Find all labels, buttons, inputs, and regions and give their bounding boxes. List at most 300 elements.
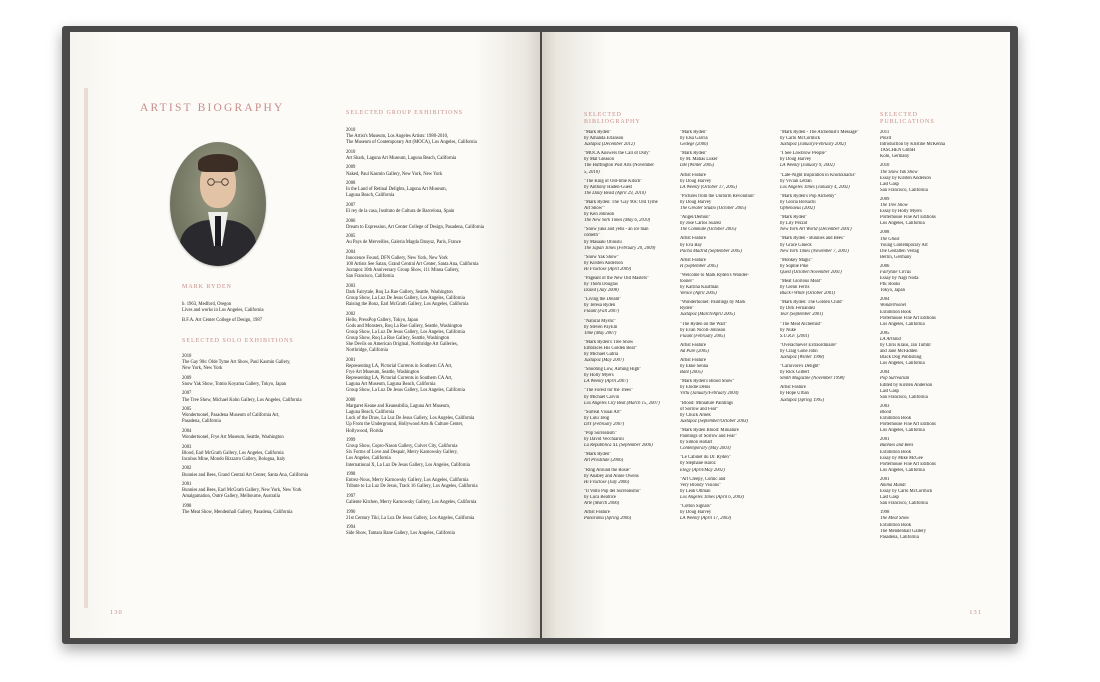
exhibition-line: Blood, Earl McGrath Gallery, Los Angeles, California bbox=[182, 450, 284, 456]
bibliography-entry-line: by Chuck Arnek bbox=[680, 412, 711, 418]
exhibition-line: El rey de la casa, Instituto de Cultura de Barcelona, Spain bbox=[346, 209, 455, 215]
bibliography-entry-line: by Leah Ollman bbox=[680, 488, 711, 494]
bibliography-entry bbox=[680, 273, 776, 297]
bibliography-entry-line: "I See Lowbrow People" bbox=[780, 151, 827, 157]
bibliography-column-3 bbox=[780, 130, 876, 407]
publication-entry-line: Porterhouse Fine Art Editions bbox=[880, 315, 936, 321]
publication-entry bbox=[880, 404, 972, 434]
bibliography-entry-line: The Commute (October 2005) bbox=[680, 227, 737, 233]
bibliography-entry-line: by Anabey and Annie Owens bbox=[584, 473, 639, 479]
bibliography-entry-line: The Daily Beast (April 29, 2010) bbox=[584, 190, 646, 196]
exhibition-year: 1999 bbox=[346, 438, 356, 444]
publication-entry-line: TASCHEN GmbH bbox=[880, 148, 916, 154]
publication-entry-line: Exhibition Book bbox=[880, 309, 912, 315]
publication-entry bbox=[880, 331, 972, 368]
exhibition-line: In the Land of Retinal Delights, Laguna Art Museum, bbox=[346, 187, 447, 193]
bibliography-entry-line: "Angel/Demon" bbox=[680, 215, 711, 221]
exhibition-line: San Francisco, California bbox=[346, 274, 394, 280]
publication-entry bbox=[880, 370, 972, 400]
bibliography-entry-line: Gedegé (2006) bbox=[680, 142, 708, 148]
bibliography-entry-line: by Ekke Senna bbox=[680, 364, 709, 370]
exhibition-line: Tribute to La Luz De Jesus, Track 16 Gallery, Los Angeles, California bbox=[346, 484, 478, 490]
publication-entry-line: and Jane McFadden bbox=[880, 349, 918, 355]
exhibition-line: Bunnies and Bees, Earl McGrath Gallery, New York, New York bbox=[182, 488, 302, 494]
exhibition-line: The Meat Show, Mendenhall Gallery, Pasadena, California bbox=[182, 509, 293, 515]
publication-entry-line: Blood bbox=[880, 409, 892, 415]
exhibition-line: Gods and Monsters, Roq La Rue Gallery, Seattle, Washington bbox=[346, 324, 463, 330]
bibliography-entry-line: by Katrina Kaufman bbox=[680, 285, 719, 291]
bibliography-entry-line: by Dirk Fernandez bbox=[780, 306, 816, 312]
exhibition-entry bbox=[346, 181, 516, 199]
bio-line: Lives and works in Los Angeles, California bbox=[182, 308, 264, 314]
bibliography-column-1 bbox=[584, 130, 680, 525]
right-page bbox=[542, 32, 1010, 638]
exhibition-line: Dark Fairytale, Roq La Rue Gallery, Seattle, Washington bbox=[346, 290, 453, 296]
bibliography-entry-line: New York Art World (December 2001) bbox=[780, 227, 852, 233]
bio-line: b. 1963, Medford, Oregon bbox=[182, 302, 232, 307]
bibliography-entry-line: Artist Feature bbox=[680, 342, 706, 348]
bibliography-entry-line: by Gloria Borsachi bbox=[780, 199, 816, 205]
bibliography-entry bbox=[584, 510, 680, 522]
bibliography-entry-line: Flaunt (February 2005) bbox=[680, 333, 726, 339]
bibliography-entry bbox=[680, 343, 776, 355]
publication-entry bbox=[880, 130, 972, 160]
publication-entry-line: Pop Surrealism bbox=[880, 376, 910, 382]
bibliography-entry-line: H (September 2005) bbox=[680, 263, 719, 269]
bibliography-entry bbox=[584, 200, 680, 224]
publication-entry bbox=[880, 230, 972, 260]
bibliography-entry-line: by Glenn Ferris bbox=[780, 285, 810, 291]
exhibition-year: 2007 bbox=[346, 202, 356, 208]
solo-exhibitions-heading: SELECTED SOLO EXHIBITIONS bbox=[182, 338, 294, 344]
bibliography-entry-line: Contemporary (May 2003) bbox=[680, 446, 731, 452]
bibliography-entry-line: "Mark Ryden's Tree Show bbox=[584, 339, 634, 345]
publication-entry-line: San Francisco, California bbox=[880, 501, 928, 507]
bibliography-entry-line: 5, 2010) bbox=[584, 169, 600, 175]
exhibition-year: 2005 bbox=[182, 407, 192, 413]
publication-entry-line: 2001 bbox=[880, 437, 890, 443]
bibliography-entry-line: by Evan Nicoll-Johnson bbox=[680, 327, 726, 333]
bibliography-entry-line: La Repubblica XL (September 2006) bbox=[584, 443, 653, 449]
publication-entry-line: 2010 bbox=[880, 163, 890, 169]
bibliography-entry-line: "Late-Night Inspiration in Knickknacks" bbox=[780, 172, 857, 178]
bibliography-entry bbox=[780, 194, 876, 212]
bibliography-entry-line: Time (May 2007) bbox=[584, 330, 617, 336]
exhibition-line: Incubus Mine, Mondo Bizzarro Gallery, Bologna, Italy bbox=[182, 456, 286, 462]
bibliography-entry-line: "Pictures from the Uniform Revolution" bbox=[680, 193, 756, 199]
bibliography-heading: SELECTED BIBLIOGRAPHY bbox=[584, 112, 641, 125]
publication-entry-line: Exhibition Book bbox=[880, 449, 912, 455]
bibliography-entry-line: New York Times (November 7, 2001) bbox=[780, 248, 849, 254]
exhibition-year: 2010 bbox=[182, 354, 192, 359]
exhibition-line: Caliente Kitchen, Merry Karnowsky Gallery, Los Angeles, California bbox=[346, 499, 477, 505]
publication-entry-line: Porterhouse Fine Art Editions bbox=[880, 461, 936, 467]
publication-entry bbox=[880, 510, 972, 540]
publication-entry-line: 2004 bbox=[880, 297, 890, 303]
exhibition-entry bbox=[182, 376, 322, 388]
bibliography-entry-line: Juxtapoz (Spring 1995) bbox=[780, 397, 825, 403]
exhibition-entry bbox=[182, 429, 322, 441]
exhibition-line: Au Pays de Merveilles, Galeria Magda Danysz, Paris, France bbox=[346, 240, 461, 246]
publication-entry-line: 2004 bbox=[880, 370, 890, 376]
bibliography-entry-line: Artist Feature bbox=[780, 385, 806, 391]
bibliography-entry-line: by Sophie Pike bbox=[780, 263, 809, 269]
exhibition-year: 1996 bbox=[346, 509, 356, 515]
bibliography-entry-line: "Mark Ryden's Blood Show" bbox=[680, 379, 735, 385]
bibliography-entry-line: "Mark Ryden - Bunnies and Bees" bbox=[780, 236, 845, 242]
bibliography-entry bbox=[584, 367, 680, 385]
publication-entry-line: by Chris Kraus, Jan Tumlir bbox=[880, 343, 931, 348]
bibliography-entry bbox=[584, 489, 680, 507]
exhibition-year: 2004 bbox=[182, 428, 192, 434]
bibliography-entry-line: Artist Feature bbox=[680, 257, 706, 263]
publication-entry-line: Los Angeles, California bbox=[880, 321, 925, 327]
bibliography-entry bbox=[680, 173, 776, 191]
exhibition-line: 100 Artists See Satan, Grand Central Art Center, Santa Ana, California bbox=[346, 262, 479, 268]
bibliography-entry-line: by Nuke bbox=[780, 327, 797, 333]
exhibition-line: Snow Yak Show, Tomio Koyama Gallery, Tokyo, Japan bbox=[182, 381, 287, 387]
exhibition-line: Innocence Found, DFN Gallery, New York, New York bbox=[346, 256, 448, 262]
publication-entry-line: Porterhouse Fine Art Editions bbox=[880, 422, 936, 428]
exhibition-line: Los Angeles, California bbox=[346, 456, 391, 462]
publication-entry-line: Essay by Holly Myers bbox=[880, 209, 922, 215]
publication-entry bbox=[880, 163, 972, 193]
exhibition-line: Group Show, Copro-Nason Gallery, Culver City, California bbox=[346, 444, 458, 450]
bibliography-entry bbox=[780, 300, 876, 318]
exhibition-entry bbox=[346, 398, 516, 435]
bibliography-entry-line: "Pageant of the New Old Masters" bbox=[584, 275, 649, 281]
bibliography-entry-line: LA Weekly (April 17, 2003) bbox=[680, 516, 732, 522]
exhibition-year: 2001 bbox=[182, 482, 192, 488]
publication-entry-line: Köln, Germany bbox=[880, 154, 910, 160]
exhibition-entry bbox=[346, 510, 516, 522]
bibliography-entry-line: by Stéphane Haroz bbox=[680, 461, 716, 467]
bibliography-entry-line: Dazed (July 2008) bbox=[584, 288, 619, 294]
bibliography-entry bbox=[584, 179, 680, 197]
bibliography-entry-line: "Living the Dream" bbox=[584, 297, 622, 303]
bibliography-entry-line: by Anthony Haden-Guest bbox=[584, 184, 632, 190]
bibliography-entry-line: "Carnivore's Delight" bbox=[780, 364, 821, 370]
bibliography-entry bbox=[780, 151, 876, 169]
bibliography-entry-line: by Lulu Teng bbox=[584, 415, 610, 421]
exhibition-line: Group Show, La Luz De Jesus Gallery, Los Angeles, California bbox=[346, 296, 465, 302]
bibliography-entry-line: by Luca Beatrice bbox=[584, 494, 617, 500]
bibliography-entry-line: by Elodie Denis bbox=[680, 385, 711, 391]
bibliography-entry-line: by Jose Carlos Suarez bbox=[680, 221, 722, 227]
bibliography-entry bbox=[584, 276, 680, 294]
bibliography-entry-line: Art Prostitute (2006) bbox=[584, 458, 624, 464]
open-book bbox=[62, 26, 1018, 644]
bibliography-entry-line: Artist Feature bbox=[680, 236, 706, 242]
bibliography-entry-line: Ryden" bbox=[680, 306, 694, 312]
bibliography-entry-line: Panorama (Spring 2006) bbox=[584, 516, 632, 522]
bibliography-entry-line: Arte (March 2006) bbox=[584, 500, 620, 506]
bibliography-entry-line: "Monkey Magic" bbox=[780, 257, 813, 263]
bibliography-entry bbox=[584, 452, 680, 464]
exhibition-entry bbox=[182, 354, 322, 372]
bibliography-entry bbox=[680, 455, 776, 473]
bibliography-entry-line: "Mark Ryden: The Golden Child" bbox=[780, 300, 844, 306]
bibliography-entry-line: Juxtapoz (September/October 2003) bbox=[680, 418, 748, 424]
bibliography-entry bbox=[680, 194, 776, 212]
exhibition-line: The Gay 90s: Olde Tyme Art Show, Paul Kasmin Gallery, bbox=[182, 360, 291, 366]
exhibition-line: Representing LA, Pictorial Currents in Southern CA Art, bbox=[346, 364, 453, 370]
exhibition-entry bbox=[346, 219, 516, 231]
bibliography-entry-line: by Carlo McCormick bbox=[780, 136, 821, 142]
publication-entry-line: Essay by Kirsten Anderson bbox=[880, 175, 931, 181]
publication-entry-line: 1998 bbox=[880, 510, 890, 516]
bibliography-entry-line: by Amanda Erlanson bbox=[584, 136, 624, 142]
bibliography-entry bbox=[780, 173, 876, 191]
bibliography-entry-line: Ophenaeus (2002) bbox=[780, 206, 815, 212]
bibliography-entry-line: Art Show'" bbox=[584, 206, 605, 212]
bibliography-entry bbox=[680, 477, 776, 501]
bibliography-entry-line: by Elsa Garcia bbox=[680, 136, 708, 142]
bibliography-entry bbox=[780, 322, 876, 340]
exhibition-line: Juxtapoz 10th Anniversary Group Show, 111 Minna Gallery, bbox=[346, 268, 460, 274]
exhibition-line: Amalgamation, Outré Gallery, Melbourne, Australia bbox=[182, 494, 280, 500]
artist-bio bbox=[182, 302, 264, 324]
bibliography-entry-line: by Simon Hobart bbox=[680, 440, 713, 446]
publication-entry-line: The Tree Show bbox=[880, 203, 908, 209]
bibliography-entry-line: LA Weekly (April 2007) bbox=[584, 379, 629, 385]
publication-entry-line: LA Artland bbox=[880, 336, 901, 342]
bibliography-entry-line: "The Meat Alchemist" bbox=[780, 321, 823, 327]
bibliography-entry-line: "Il Volto Pop del Surrealismo" bbox=[584, 488, 642, 494]
exhibition-line: Bunnies and Bees, Grand Central Art Center, Santa Ana, California bbox=[182, 472, 309, 478]
bibliography-entry-line: by Doug Harvey bbox=[680, 178, 712, 184]
bibliography-entry bbox=[680, 401, 776, 425]
bibliography-entry bbox=[780, 236, 876, 254]
publication-entry-line: Los Angeles, California bbox=[880, 221, 925, 227]
bibliography-entry-line: by Thom Douglas bbox=[584, 282, 618, 288]
bibliography-entry-line: by Doug Harvey bbox=[680, 510, 712, 516]
bibliography-entry-line: "Cotton Signals" bbox=[680, 503, 712, 509]
group-exhibitions-list bbox=[346, 128, 516, 541]
exhibition-line: Up From the Underground, Hollywood Arts & Culture Center, bbox=[346, 422, 464, 428]
bibliography-entry bbox=[780, 279, 876, 297]
exhibition-line: Pasadena, California bbox=[182, 419, 221, 425]
publication-entry bbox=[880, 437, 972, 474]
exhibition-year: 2002 bbox=[346, 311, 356, 317]
exhibition-line: Hello, PressPop Gallery, Tokyo, Japan bbox=[346, 317, 419, 323]
exhibition-line: Frye Art Museum, Seattle, Washington bbox=[346, 370, 419, 376]
exhibition-year: 2004 bbox=[346, 250, 356, 255]
exhibition-line: Wondertoonel, Pasadena Museum of California Art, bbox=[182, 413, 280, 419]
bibliography-column-2 bbox=[680, 130, 776, 525]
exhibition-line: Laguna Beach, California bbox=[346, 193, 395, 199]
bibliography-entry bbox=[584, 410, 680, 428]
page-edge bbox=[84, 88, 88, 608]
bibliography-entry-line: Black+White (October 2001) bbox=[780, 291, 835, 297]
publication-entry-line: Fairytale Circus bbox=[880, 269, 911, 275]
artist-portrait bbox=[170, 142, 266, 266]
publication-entry-line: Wondertoonel bbox=[880, 303, 907, 309]
publication-entry-line: Los Angeles, California bbox=[880, 467, 925, 473]
bibliography-entry-line: by Michael Gatria bbox=[584, 352, 619, 357]
bibliography-entry-line: Embraces His Golden Bear" bbox=[584, 345, 638, 351]
exhibition-entry bbox=[182, 445, 322, 463]
bibliography-entry-line: "Snow yaks and yetis - an ice man bbox=[584, 227, 649, 233]
exhibition-line: Naked, Paul Kasmin Gallery, New York, New York bbox=[346, 171, 443, 177]
bibliography-entry-line: by Holly Myers bbox=[584, 373, 614, 379]
artist-name: MARK RYDEN bbox=[182, 284, 232, 290]
publication-entry-line: Young Contemporary Art bbox=[880, 242, 928, 248]
bibliography-entry bbox=[584, 297, 680, 315]
bibliography-entry-line: "Meat Glorious Meat" bbox=[780, 278, 822, 284]
bibliography-entry-line: by Rick Gilbert bbox=[780, 370, 810, 376]
bibliography-entry-line: The New York Times (May 6, 2010) bbox=[584, 218, 651, 224]
group-exhibitions-heading: SELECTED GROUP EXHIBITIONS bbox=[346, 110, 464, 116]
exhibition-entry bbox=[346, 234, 516, 246]
exhibition-year: 2007 bbox=[182, 391, 192, 397]
left-page bbox=[70, 32, 540, 638]
bibliography-entry-line: "Mark Ryden" bbox=[680, 151, 708, 157]
bibliography-entry bbox=[680, 504, 776, 522]
publications-list bbox=[880, 130, 972, 544]
exhibition-entry bbox=[346, 150, 516, 162]
bibliography-entry-line: "Blood: Miniature Paintings bbox=[680, 400, 733, 406]
bibliography-entry-line: Tear (September 2001) bbox=[780, 312, 824, 318]
bibliography-entry-line: DIY (February 2007) bbox=[584, 421, 625, 427]
bibliography-entry-line: "Mark Ryden" bbox=[680, 130, 708, 135]
publication-entry-line: Tokyo, Japan bbox=[880, 288, 905, 294]
exhibition-line: New York, New York bbox=[182, 366, 223, 372]
bibliography-entry-line: cometh" bbox=[584, 233, 600, 239]
bibliography-entry-line: Flaunt (Fall 2007) bbox=[584, 309, 620, 315]
bio-line: B.F.A. Art Center College of Design, 1987 bbox=[182, 318, 263, 324]
bibliography-entry-line: The Greater Studio (October 2005) bbox=[680, 206, 747, 212]
publication-entry-line: Essay by Mike McGee bbox=[880, 455, 923, 461]
exhibition-year: 1997 bbox=[346, 493, 356, 499]
exhibition-line: Group Show, Roq La Rue Gallery, Seattle, Washington bbox=[346, 336, 450, 342]
exhibition-entry bbox=[182, 407, 322, 425]
exhibition-line: The Artist's Museum, Los Angeles Artists: 1980-2010, bbox=[346, 134, 449, 140]
publication-entry-line: 2003 bbox=[880, 403, 890, 409]
bibliography-entry-line: Paintings of Sorrow and Fear" bbox=[680, 434, 737, 440]
bibliography-entry bbox=[584, 388, 680, 406]
bibliography-entry-line: "The Ryden on the Wall" bbox=[680, 321, 727, 327]
bibliography-entry bbox=[680, 130, 776, 148]
publication-entry bbox=[880, 197, 972, 227]
exhibition-line: Group Show, La Luz De Jesus Gallery, Los Angeles, California bbox=[346, 388, 465, 394]
bibliography-entry-line: "Art Creepy, Comic and bbox=[680, 476, 726, 482]
bibliography-entry bbox=[584, 130, 680, 148]
bibliography-entry-line: "Overachiever Extraordinaire" bbox=[780, 342, 838, 348]
publication-entry-line: Porterhouse Fine Art Editions bbox=[880, 215, 936, 221]
exhibition-entry bbox=[182, 466, 322, 478]
exhibition-year: 1994 bbox=[346, 525, 356, 531]
bibliography-entry bbox=[584, 151, 680, 175]
exhibition-line: The Museum of Contemporary Art (MOCA), Los Angeles, California bbox=[346, 140, 477, 146]
bibliography-entry-line: "Shooting Low, Aiming High" bbox=[584, 367, 642, 373]
bibliography-entry-line: "MOCA Answers the Call of Duty" bbox=[584, 151, 651, 157]
exhibition-line: International X, La Luz De Jesus Gallery, Los Angeles, California bbox=[346, 462, 470, 468]
publication-entry-line: Edited by Kirsten Anderson bbox=[880, 382, 933, 388]
publication-entry-line: Pinxit bbox=[880, 136, 892, 142]
exhibition-year: 2003 bbox=[346, 283, 356, 289]
publication-entry-line: Bunnies and Bees bbox=[880, 443, 914, 449]
exhibition-line: 21st Century Tiki, La Luz De Jesus Gallery, Los Angeles, California bbox=[346, 515, 475, 521]
bibliography-entry bbox=[584, 255, 680, 273]
exhibition-line: Raising the Bonz, Earl McGrath Gallery, Los Angeles, California bbox=[346, 302, 469, 308]
bibliography-entry-line: Juxtapoz (May 2007) bbox=[584, 358, 624, 364]
publication-entry-line: Die Gestalten Verlag bbox=[880, 248, 919, 254]
bibliography-entry-line: by Lily Pezzot bbox=[780, 221, 808, 227]
publication-entry bbox=[880, 297, 972, 327]
bibliography-entry-line: "Mark Ryden's Pop Alchemy" bbox=[780, 193, 837, 199]
exhibition-year: 1998 bbox=[182, 503, 192, 509]
bibliography-entry bbox=[780, 130, 876, 148]
bibliography-entry-line: "Mark Ryden" bbox=[780, 215, 808, 221]
exhibition-entry bbox=[346, 358, 516, 395]
bibliography-entry bbox=[680, 151, 776, 169]
solo-exhibitions-list bbox=[182, 354, 322, 520]
exhibition-line: Margaret Keane and Keaneabilia, Laguna Art Museum, bbox=[346, 404, 451, 410]
exhibition-entry bbox=[346, 525, 516, 537]
bibliography-entry-line: "The King of Old-time Kitsch" bbox=[584, 178, 643, 184]
bibliography-entry-line: toonel" bbox=[680, 278, 694, 284]
exhibition-entry bbox=[346, 203, 516, 215]
exhibition-entry bbox=[346, 250, 516, 280]
publication-entry-line: 2008 bbox=[880, 230, 890, 236]
bibliography-entry-line: Artist Feature bbox=[584, 510, 610, 516]
bibliography-entry bbox=[584, 340, 680, 364]
publication-entry-line: 2011 bbox=[880, 130, 890, 135]
publication-entry-line: San Francisco, California bbox=[880, 394, 928, 400]
publication-entry-line: Anima Mundi bbox=[880, 482, 906, 488]
bibliography-entry-line: Elegy (April/May 2002) bbox=[680, 467, 725, 473]
bibliography-entry-line: by Craig Gone John bbox=[780, 348, 818, 354]
exhibition-entry bbox=[346, 494, 516, 506]
publication-entry-line: Berlin, Germany bbox=[880, 254, 912, 260]
exhibition-entry bbox=[346, 284, 516, 308]
publication-entry-line: Los Angeles, California bbox=[880, 428, 925, 434]
bibliography-entry-line: Hi Fructose (July 2006) bbox=[584, 479, 630, 485]
publication-entry-line: Last Gasp bbox=[880, 495, 899, 501]
bibliography-entry-line: by Mat Gleason bbox=[584, 157, 614, 163]
bibliography-entry bbox=[680, 236, 776, 254]
bibliography-entry-line: The Japan Times (February 20, 2009) bbox=[584, 245, 656, 251]
bibliography-entry-line: by Grace Glueck bbox=[780, 242, 812, 248]
exhibition-year: 2003 bbox=[182, 444, 192, 450]
bibliography-entry-line: "Pop Surrealism" bbox=[584, 431, 617, 437]
bibliography-entry-line: "Le Cabinet du Dr. Ryden" bbox=[680, 455, 731, 461]
bibliography-entry bbox=[780, 343, 876, 361]
bibliography-entry-line: Juxtapoz (December 2012) bbox=[584, 142, 635, 148]
exhibition-year: 2010 bbox=[346, 128, 356, 133]
exhibition-year: 2006 bbox=[346, 218, 356, 224]
bibliography-entry-line: by Eva Ray bbox=[680, 242, 702, 248]
exhibition-line: Laguna Art Museum, Laguna Beach, California bbox=[346, 382, 436, 388]
bibliography-entry bbox=[680, 300, 776, 318]
bibliography-entry-line: "Mark Ryden" bbox=[584, 452, 612, 458]
bibliography-entry bbox=[680, 258, 776, 270]
bibliography-entry bbox=[680, 322, 776, 340]
bibliography-entry-line: "Mark Ryden Blood: Miniature bbox=[680, 427, 739, 433]
bibliography-entry-line: by Michael Carvin bbox=[584, 394, 620, 400]
publication-entry-line: Pasadena, California bbox=[880, 534, 919, 540]
bibliography-entry-line: "Surreal Visual Art" bbox=[584, 409, 622, 415]
bibliography-entry-line: LA Weekly (October 17, 2005) bbox=[680, 184, 737, 190]
bibliography-entry bbox=[780, 215, 876, 233]
exhibition-entry bbox=[182, 504, 322, 516]
bibliography-entry-line: Los Angeles City Beat (March 15, 2007) bbox=[584, 400, 660, 406]
bibliography-entry-line: "Ring Around the Rosie" bbox=[584, 467, 631, 473]
bibliography-entry-line: Pacha Madrid (September 2005) bbox=[680, 248, 742, 254]
publication-entry-line: Last Gasp bbox=[880, 388, 899, 394]
bibliography-entry-line: by Hope Urban bbox=[780, 391, 809, 397]
